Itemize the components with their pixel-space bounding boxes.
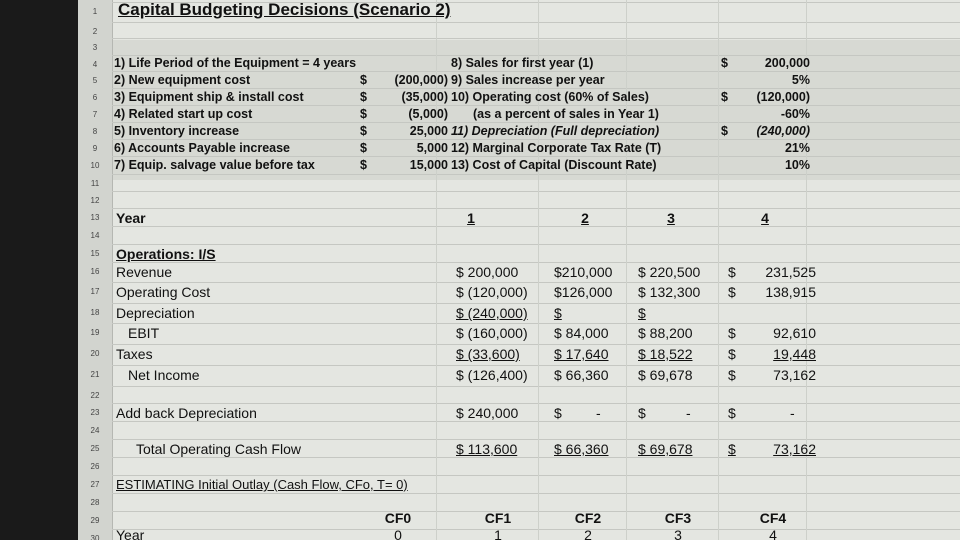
column-gridline bbox=[626, 0, 627, 540]
row-gridline bbox=[112, 344, 960, 345]
row-gridline bbox=[112, 475, 960, 476]
year-3: 3 bbox=[667, 210, 675, 226]
input-value: 200,000 bbox=[764, 56, 810, 70]
input-label: 7) Equip. salvage value before tax bbox=[114, 158, 315, 172]
total-y2: $ 66,360 bbox=[554, 441, 609, 457]
input-label: 8) Sales for first year (1) bbox=[451, 56, 594, 70]
addback-y3: $ bbox=[638, 405, 646, 421]
operations-y3: $ 69,678 bbox=[638, 367, 693, 383]
total-y1: $ 113,600 bbox=[456, 441, 518, 457]
row-number: 8 bbox=[92, 127, 98, 136]
row-gridline bbox=[112, 439, 960, 440]
addback-y2: $ bbox=[554, 405, 562, 421]
row-gridline bbox=[112, 226, 960, 227]
cash-flow-label: CF0 bbox=[384, 510, 412, 526]
input-label: 5) Inventory increase bbox=[114, 124, 240, 138]
input-currency: $ bbox=[360, 124, 367, 138]
row-number: 26 bbox=[90, 462, 100, 471]
operations-y2: $ bbox=[554, 305, 562, 321]
input-label: 3) Equipment ship & install cost bbox=[114, 90, 304, 104]
cash-flow-year: 1 bbox=[494, 527, 502, 540]
input-label: 2) New equipment cost bbox=[114, 73, 251, 87]
operations-y2: $210,000 bbox=[554, 264, 613, 280]
row-gridline bbox=[112, 529, 960, 530]
row-number: 22 bbox=[90, 391, 100, 400]
cash-flow-label: CF3 bbox=[664, 510, 692, 526]
input-currency: $ bbox=[360, 73, 367, 87]
row-number: 13 bbox=[90, 213, 100, 222]
input-label: 9) Sales increase per year bbox=[451, 73, 605, 87]
operations-row-label: Revenue bbox=[116, 264, 173, 280]
operations-row-label: EBIT bbox=[128, 325, 160, 341]
input-label: 13) Cost of Capital (Discount Rate) bbox=[451, 158, 657, 172]
row-number: 6 bbox=[92, 93, 98, 102]
row-gridline bbox=[112, 208, 960, 209]
operations-y1: $ (240,000) bbox=[456, 305, 528, 321]
row-number: 30 bbox=[90, 534, 100, 540]
row-gridline bbox=[112, 22, 960, 23]
input-label: 4) Related start up cost bbox=[114, 107, 253, 121]
operations-y2: $ 84,000 bbox=[554, 325, 609, 341]
row-gridline bbox=[112, 493, 960, 494]
operations-y3: $ 132,300 bbox=[638, 284, 701, 300]
operations-y1: $ (33,600) bbox=[456, 346, 520, 362]
row-number: 5 bbox=[92, 76, 98, 85]
row-number: 25 bbox=[90, 444, 100, 453]
row-number: 28 bbox=[90, 498, 100, 507]
input-value: 15,000 bbox=[409, 158, 448, 172]
input-value: 25,000 bbox=[409, 124, 448, 138]
input-label: 6) Accounts Payable increase bbox=[114, 141, 291, 155]
input-value: (5,000) bbox=[408, 107, 448, 121]
input-value: -60% bbox=[780, 107, 810, 121]
operations-y3: $ 88,200 bbox=[638, 325, 693, 341]
input-value: (200,000) bbox=[394, 73, 448, 87]
input-label: 11) Depreciation (Full depreciation) bbox=[451, 124, 660, 138]
input-label: 1) Life Period of the Equipment = 4 years bbox=[114, 56, 357, 70]
operations-y2: $ 17,640 bbox=[554, 346, 609, 362]
sheet-title: Capital Budgeting Decisions (Scenario 2) bbox=[118, 0, 451, 19]
row-number: 1 bbox=[92, 7, 98, 16]
cash-flow-year: 3 bbox=[674, 527, 682, 540]
operations-y4: 73,162 bbox=[773, 367, 816, 383]
cash-flow-label: CF4 bbox=[759, 510, 787, 526]
cash-flow-year: 2 bbox=[584, 527, 592, 540]
row-number-column bbox=[78, 0, 113, 540]
row-gridline bbox=[112, 262, 960, 263]
input-currency: $ bbox=[721, 56, 728, 70]
row-gridline bbox=[112, 386, 960, 387]
year-label: Year bbox=[116, 210, 146, 226]
input-value: 10% bbox=[784, 158, 810, 172]
row-number: 19 bbox=[90, 328, 100, 337]
cash-flow-year: 4 bbox=[769, 527, 777, 540]
column-gridline bbox=[718, 0, 719, 540]
year-2: 2 bbox=[581, 210, 589, 226]
row-number: 21 bbox=[90, 370, 100, 379]
operations-y4: 92,610 bbox=[773, 325, 816, 341]
operations-y3: $ 18,522 bbox=[638, 346, 693, 362]
operations-y3: $ bbox=[638, 305, 646, 321]
row-number: 4 bbox=[92, 60, 98, 69]
operations-y2: $126,000 bbox=[554, 284, 613, 300]
row-number: 14 bbox=[90, 231, 100, 240]
input-value: 5% bbox=[791, 73, 810, 87]
total-label: Total Operating Cash Flow bbox=[136, 441, 301, 457]
row-number: 12 bbox=[90, 196, 100, 205]
row-number: 24 bbox=[90, 426, 100, 435]
row-gridline bbox=[112, 421, 960, 422]
input-value: (120,000) bbox=[756, 90, 810, 104]
input-currency: $ bbox=[360, 141, 367, 155]
operations-y3: $ 220,500 bbox=[638, 264, 701, 280]
operations-header: Operations: I/S bbox=[116, 246, 216, 262]
row-gridline bbox=[112, 457, 960, 458]
input-currency: $ bbox=[721, 124, 728, 138]
input-value: 21% bbox=[784, 141, 810, 155]
row-gridline bbox=[112, 323, 960, 324]
row-gridline bbox=[112, 511, 960, 512]
operations-y4-currency: $ bbox=[728, 367, 736, 383]
operations-y4: 19,448 bbox=[773, 346, 816, 362]
addback-y4: - bbox=[790, 405, 795, 421]
total-y3: $ 69,678 bbox=[638, 441, 693, 457]
operations-y4-currency: $ bbox=[728, 325, 736, 341]
input-currency: $ bbox=[721, 90, 728, 104]
row-number: 2 bbox=[92, 27, 98, 36]
input-label: 10) Operating cost (60% of Sales) bbox=[451, 90, 649, 104]
row-gridline bbox=[112, 365, 960, 366]
input-value: (35,000) bbox=[401, 90, 448, 104]
operations-row-label: Net Income bbox=[128, 367, 200, 383]
row-number: 16 bbox=[90, 267, 100, 276]
row-number: 15 bbox=[90, 249, 100, 258]
operations-row-label: Operating Cost bbox=[116, 284, 211, 300]
row-gridline bbox=[112, 282, 960, 283]
addback-y3-value: - bbox=[686, 405, 691, 421]
input-value: (240,000) bbox=[756, 124, 810, 138]
estimating-header: ESTIMATING Initial Outlay (Cash Flow, CFo, T= 0) bbox=[116, 477, 408, 492]
total-y4-sym: $ bbox=[728, 441, 736, 457]
input-currency: $ bbox=[360, 107, 367, 121]
row-gridline bbox=[112, 191, 960, 192]
addback-y1: $ 240,000 bbox=[456, 405, 519, 421]
total-y4: 73,162 bbox=[773, 441, 816, 457]
operations-y4: 231,525 bbox=[765, 264, 816, 280]
operations-row-label: Depreciation bbox=[116, 305, 195, 321]
row-number: 10 bbox=[90, 161, 100, 170]
row-gridline bbox=[112, 38, 960, 39]
operations-y4-currency: $ bbox=[728, 346, 736, 362]
operations-y1: $ (160,000) bbox=[456, 325, 528, 341]
row-number: 18 bbox=[90, 308, 100, 317]
spreadsheet bbox=[78, 0, 960, 540]
input-value: 5,000 bbox=[416, 141, 448, 155]
addback-y4-sym: $ bbox=[728, 405, 736, 421]
cash-flow-year: 0 bbox=[394, 527, 402, 540]
operations-y4-currency: $ bbox=[728, 284, 736, 300]
cash-flow-label: CF1 bbox=[484, 510, 512, 526]
row-number: 20 bbox=[90, 349, 100, 358]
year-4: 4 bbox=[761, 210, 769, 226]
row-gridline bbox=[112, 403, 960, 404]
operations-y1: $ (126,400) bbox=[456, 367, 528, 383]
input-currency: $ bbox=[360, 90, 367, 104]
operations-y4: 138,915 bbox=[765, 284, 816, 300]
cash-flow-label: CF2 bbox=[574, 510, 602, 526]
row-gridline bbox=[112, 174, 960, 175]
addback-y2-value: - bbox=[596, 405, 601, 421]
input-currency: $ bbox=[360, 158, 367, 172]
row-number: 23 bbox=[90, 408, 100, 417]
addback-label: Add back Depreciation bbox=[116, 405, 257, 421]
operations-y1: $ 200,000 bbox=[456, 264, 519, 280]
operations-y1: $ (120,000) bbox=[456, 284, 528, 300]
row-gridline bbox=[112, 303, 960, 304]
row-number: 17 bbox=[90, 287, 100, 296]
row-number: 27 bbox=[90, 480, 100, 489]
operations-row-label: Taxes bbox=[116, 346, 153, 362]
operations-y4-currency: $ bbox=[728, 264, 736, 280]
operations-y2: $ 66,360 bbox=[554, 367, 609, 383]
input-label: (as a percent of sales in Year 1) bbox=[473, 107, 659, 121]
row-number: 7 bbox=[92, 110, 98, 119]
cash-flow-year-label: Year bbox=[116, 527, 145, 540]
row-number: 9 bbox=[92, 144, 98, 153]
row-number: 3 bbox=[92, 43, 98, 52]
row-gridline bbox=[112, 244, 960, 245]
input-label: 12) Marginal Corporate Tax Rate (T) bbox=[451, 141, 662, 155]
row-number: 29 bbox=[90, 516, 100, 525]
row-number: 11 bbox=[90, 179, 100, 188]
year-1: 1 bbox=[467, 210, 475, 226]
